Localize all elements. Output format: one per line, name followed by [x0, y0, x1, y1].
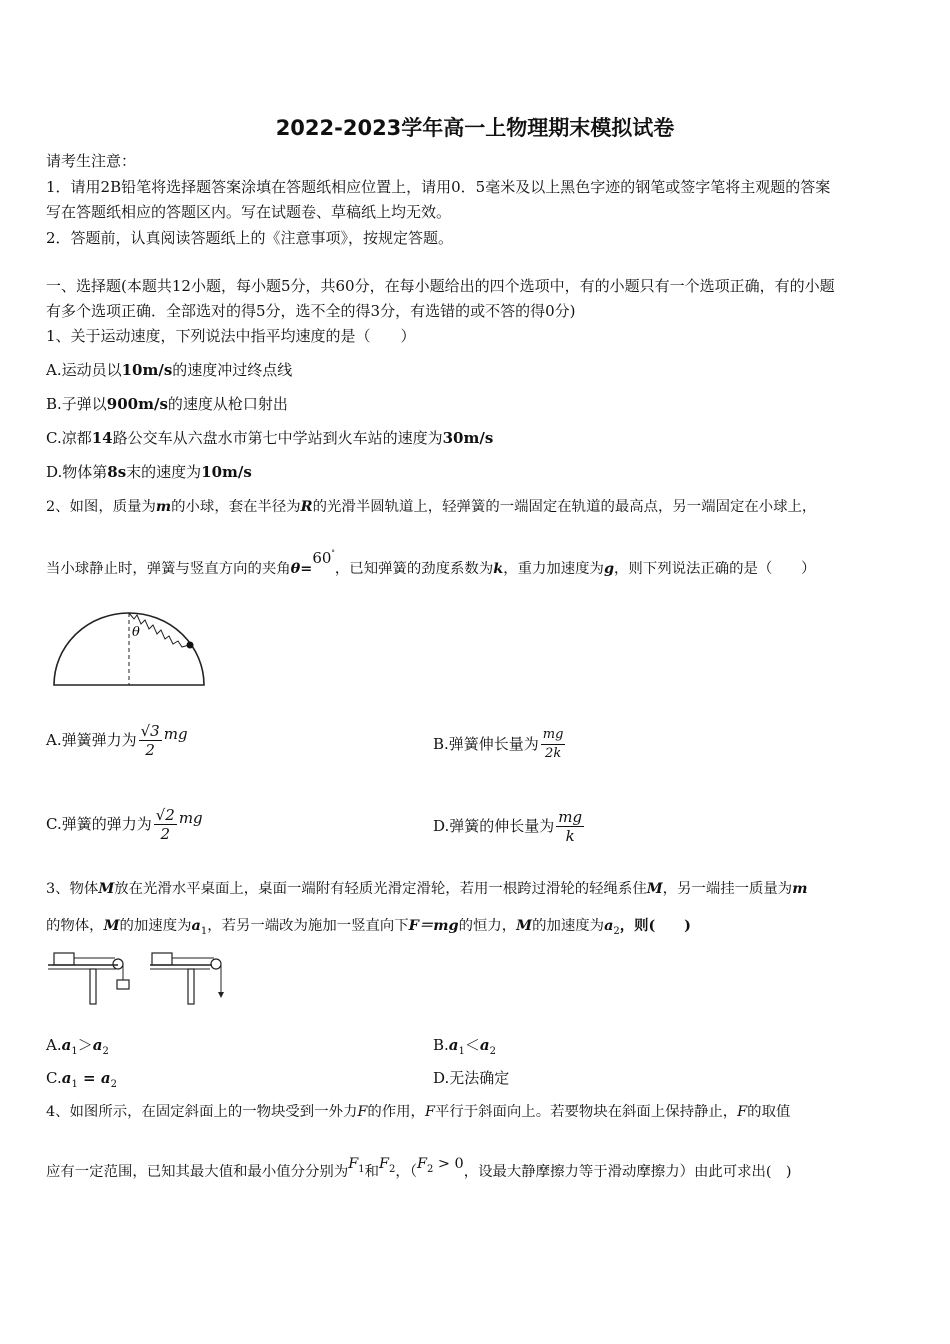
q2-b-numerator: mg	[541, 726, 566, 745]
q3-a-right: a	[92, 1036, 103, 1054]
q3-b-left: a	[448, 1036, 459, 1054]
q1-b-value: 900m/s	[106, 395, 168, 413]
page-title: 2022-2023学年高一上物理期末模拟试卷	[275, 116, 675, 140]
section-header-line-2: 有多个选项正确．全部选对的得5分，选不全的得3分，有选错的或不答的得0分)	[46, 302, 576, 320]
q2-c-mg: mg	[178, 809, 203, 827]
q3-option-d: D.无法确定	[433, 1069, 510, 1087]
q3-l1-p2: 放在光滑水平桌面上，桌面一端附有轻质光滑定滑轮，若用一根跨过滑轮的轻绳系住	[114, 881, 647, 897]
q2-l1-p3: 的光滑半圆轨道上，轻弹簧的一端固定在轨道的最高点，另一端固定在小球上，	[312, 499, 817, 515]
theta-label: θ	[132, 625, 140, 640]
q2-c-fraction	[154, 806, 177, 843]
q3-force: F＝mg	[408, 917, 459, 934]
pulley	[113, 959, 123, 969]
block-M	[152, 953, 172, 965]
q4-F2-sub: 2	[389, 1163, 396, 1175]
q1-c-mid: 路公交车从六盘水市第七中学站到火车站的速度为	[112, 429, 443, 447]
q4-F-2: F	[424, 1104, 435, 1120]
q1-stem: 1、关于运动速度，下列说法中指平均速度的是（ ）	[46, 327, 416, 345]
q2-c-label: C.弹簧的弹力为	[46, 815, 152, 833]
q3-m-symbol: m	[792, 880, 808, 897]
q2-g-symbol: g	[603, 560, 615, 577]
q4-l1-p2: 的作用，	[367, 1104, 425, 1120]
q1-a-pre: A.运动员以	[46, 361, 122, 379]
q3-table-hanging-mass-figure	[48, 948, 132, 1006]
q2-a-mg: mg	[163, 725, 188, 743]
q3-option-b	[433, 1035, 496, 1062]
q4-l1-p4: 的取值	[747, 1104, 791, 1120]
q3-l2-p5: 的加速度为	[532, 918, 605, 934]
q3-M-symbol-2: M	[646, 880, 663, 897]
q2-stem-line-2	[46, 549, 816, 581]
q4-F1: F	[348, 1156, 359, 1172]
q3-l2-p3: ，若另一端改为施加一竖直向下	[207, 918, 409, 934]
q3-c-label: C.	[46, 1069, 62, 1087]
q3-c-right: a	[100, 1069, 111, 1087]
q2-mass-symbol: m	[155, 498, 172, 515]
q2-option-d	[433, 802, 586, 850]
q3-stem-line-1	[46, 879, 807, 899]
q2-c-denominator: 2	[160, 824, 171, 843]
q1-d-value2: 10m/s	[201, 463, 252, 481]
q3-option-a	[46, 1035, 109, 1062]
q3-table-force-figure	[150, 948, 234, 1006]
q4-l2-p3: ，设最大静摩擦力等于滑动摩擦力）由此可求出( )	[463, 1164, 792, 1180]
q2-c-numerator: √2	[155, 805, 175, 824]
q2-semicircle-figure	[48, 605, 210, 690]
q1-d-pre: D.物体第	[46, 463, 108, 481]
hanging-mass	[117, 980, 129, 989]
q3-a-op: ＞	[77, 1036, 93, 1054]
q4-l2-p2: ，（	[395, 1164, 417, 1180]
q4-F1-sub: 1	[358, 1163, 365, 1175]
q3-option-c	[46, 1068, 117, 1095]
q3-b-right: a	[479, 1036, 490, 1054]
q2-l2-p4: ，则下列说法正确的是（ ）	[614, 561, 816, 577]
pulley	[211, 959, 221, 969]
q2-option-a	[46, 718, 188, 762]
q3-b-op: ＜	[464, 1036, 480, 1054]
notice-line-3: 2．答题前，认真阅读答题纸上的《注意事项》，按规定答题。	[46, 229, 454, 247]
q3-l2-p2: 的加速度为	[119, 918, 192, 934]
q3-l2-p1: 的物体，	[46, 918, 104, 934]
q3-c-op: =	[77, 1069, 101, 1087]
q3-a-left-sub: 1	[71, 1046, 78, 1057]
q2-degree-symbol: °	[331, 549, 335, 557]
notice-line-2: 写在答题纸相应的答题区内。写在试题卷、草稿纸上均无效。	[46, 203, 452, 221]
q1-d-mid: 末的速度为	[126, 463, 202, 481]
q3-c-right-sub: 2	[110, 1079, 117, 1090]
q3-a-label: A.	[46, 1036, 62, 1054]
q2-k-symbol: k	[493, 560, 504, 577]
q4-l1-p1: 4、如图所示，在固定斜面上的一物块受到一外力	[46, 1104, 358, 1120]
q3-b-label: B.	[433, 1036, 449, 1054]
q4-F2-cond: F	[416, 1156, 427, 1172]
q3-a-right-sub: 2	[102, 1046, 109, 1057]
q4-F2-cond-sub: 2	[426, 1163, 434, 1175]
q4-stem-line-2	[46, 1156, 792, 1188]
q2-a-fraction	[139, 722, 162, 759]
block-M	[54, 953, 74, 965]
q3-a-left: a	[61, 1036, 72, 1054]
q4-gt-zero: > 0	[433, 1156, 464, 1172]
q2-d-denominator: k	[565, 826, 575, 845]
q3-l2-M: M	[103, 917, 120, 934]
q1-c-num: 14	[91, 429, 113, 447]
q1-option-c	[46, 428, 493, 448]
q3-l2-M2: M	[516, 917, 533, 934]
q2-radius-symbol: R	[300, 498, 313, 515]
q4-F-3: F	[737, 1104, 748, 1120]
q2-l1-p1: 2、如图，质量为	[46, 499, 156, 515]
notice-line-1: 1．请用2B铅笔将选择题答案涂填在答题纸相应位置上，请用0．5毫米及以上黑色字迹的钢笔或签字笔将主观题的答案	[46, 178, 831, 196]
q2-l1-p2: 的小球，套在半径为	[171, 499, 301, 515]
q2-b-denominator: 2k	[545, 745, 562, 761]
q3-a1-sub: 1	[200, 925, 208, 937]
q4-l2-p1: 应有一定范围，已知其最大值和最小值分分别为	[46, 1164, 349, 1180]
q2-d-numerator: mg	[558, 807, 583, 826]
q2-theta-symbol: θ=	[290, 560, 313, 577]
table-leg	[188, 969, 194, 1004]
q2-l2-p3: ，重力加速度为	[503, 561, 604, 577]
q3-c-left: a	[61, 1069, 72, 1087]
q2-b-label: B.弹簧伸长量为	[433, 735, 539, 753]
q3-stem-line-2	[46, 916, 691, 942]
q3-l1-p1: 3、物体	[46, 881, 99, 897]
q2-angle-value: 60	[312, 549, 332, 567]
table-leg	[90, 969, 96, 1004]
q2-d-fraction	[556, 808, 584, 845]
ball	[187, 642, 194, 649]
q1-b-pre: B.子弹以	[46, 395, 107, 413]
q3-c-left-sub: 1	[71, 1079, 78, 1090]
q2-b-fraction	[541, 726, 566, 763]
q3-a2-sub: 2	[613, 925, 620, 937]
q1-d-value1: 8s	[107, 463, 127, 481]
q2-a-numerator: √3	[140, 721, 160, 740]
q3-l2-p4: 的恒力，	[458, 918, 517, 934]
notice-heading: 请考生注意：	[46, 152, 137, 170]
q4-and: 和	[364, 1164, 379, 1180]
q4-l1-p3: 平行于斜面向上。若要物块在斜面上保持静止，	[434, 1104, 738, 1120]
down-arrow-icon	[218, 992, 224, 998]
q2-option-b	[433, 722, 567, 766]
q2-a-label: A.弹簧弹力为	[46, 731, 137, 749]
q2-d-label: D.弹簧的伸长量为	[433, 817, 555, 835]
q4-stem-line-1	[46, 1102, 790, 1122]
q1-c-pre: C.凉都	[46, 429, 92, 447]
q2-l2-p1: 当小球静止时，弹簧与竖直方向的夹角	[46, 561, 291, 577]
q2-option-c	[46, 800, 203, 848]
section-header-line-1: 一、选择题(本题共12小题，每小题5分，共60分，在每小题给出的四个选项中，有的小题只有一个选项正确，有的小题	[46, 277, 835, 295]
q1-a-value: 10m/s	[121, 361, 173, 379]
q4-F2: F	[379, 1156, 389, 1172]
q1-b-post: 的速度从枪口射出	[167, 395, 288, 413]
q3-l2-p6: ，则( )	[619, 917, 691, 934]
q1-option-a	[46, 360, 292, 380]
q3-b-left-sub: 1	[458, 1046, 465, 1057]
q1-a-post: 的速度冲过终点线	[172, 361, 293, 379]
q2-a-denominator: 2	[145, 740, 155, 759]
q3-M-symbol: M	[98, 880, 115, 897]
q2-stem-line-1	[46, 497, 816, 517]
q3-l1-p3: ，另一端挂一质量为	[662, 881, 793, 897]
q3-b-right-sub: 2	[489, 1046, 497, 1057]
q3-a2: a	[604, 917, 614, 934]
q1-option-d	[46, 462, 252, 482]
q2-l2-p2: ，已知弹簧的劲度系数为	[334, 561, 494, 577]
q3-a1: a	[191, 917, 201, 934]
q4-F: F	[357, 1104, 368, 1120]
q1-option-b	[46, 394, 288, 414]
q1-c-value: 30m/s	[442, 429, 494, 447]
